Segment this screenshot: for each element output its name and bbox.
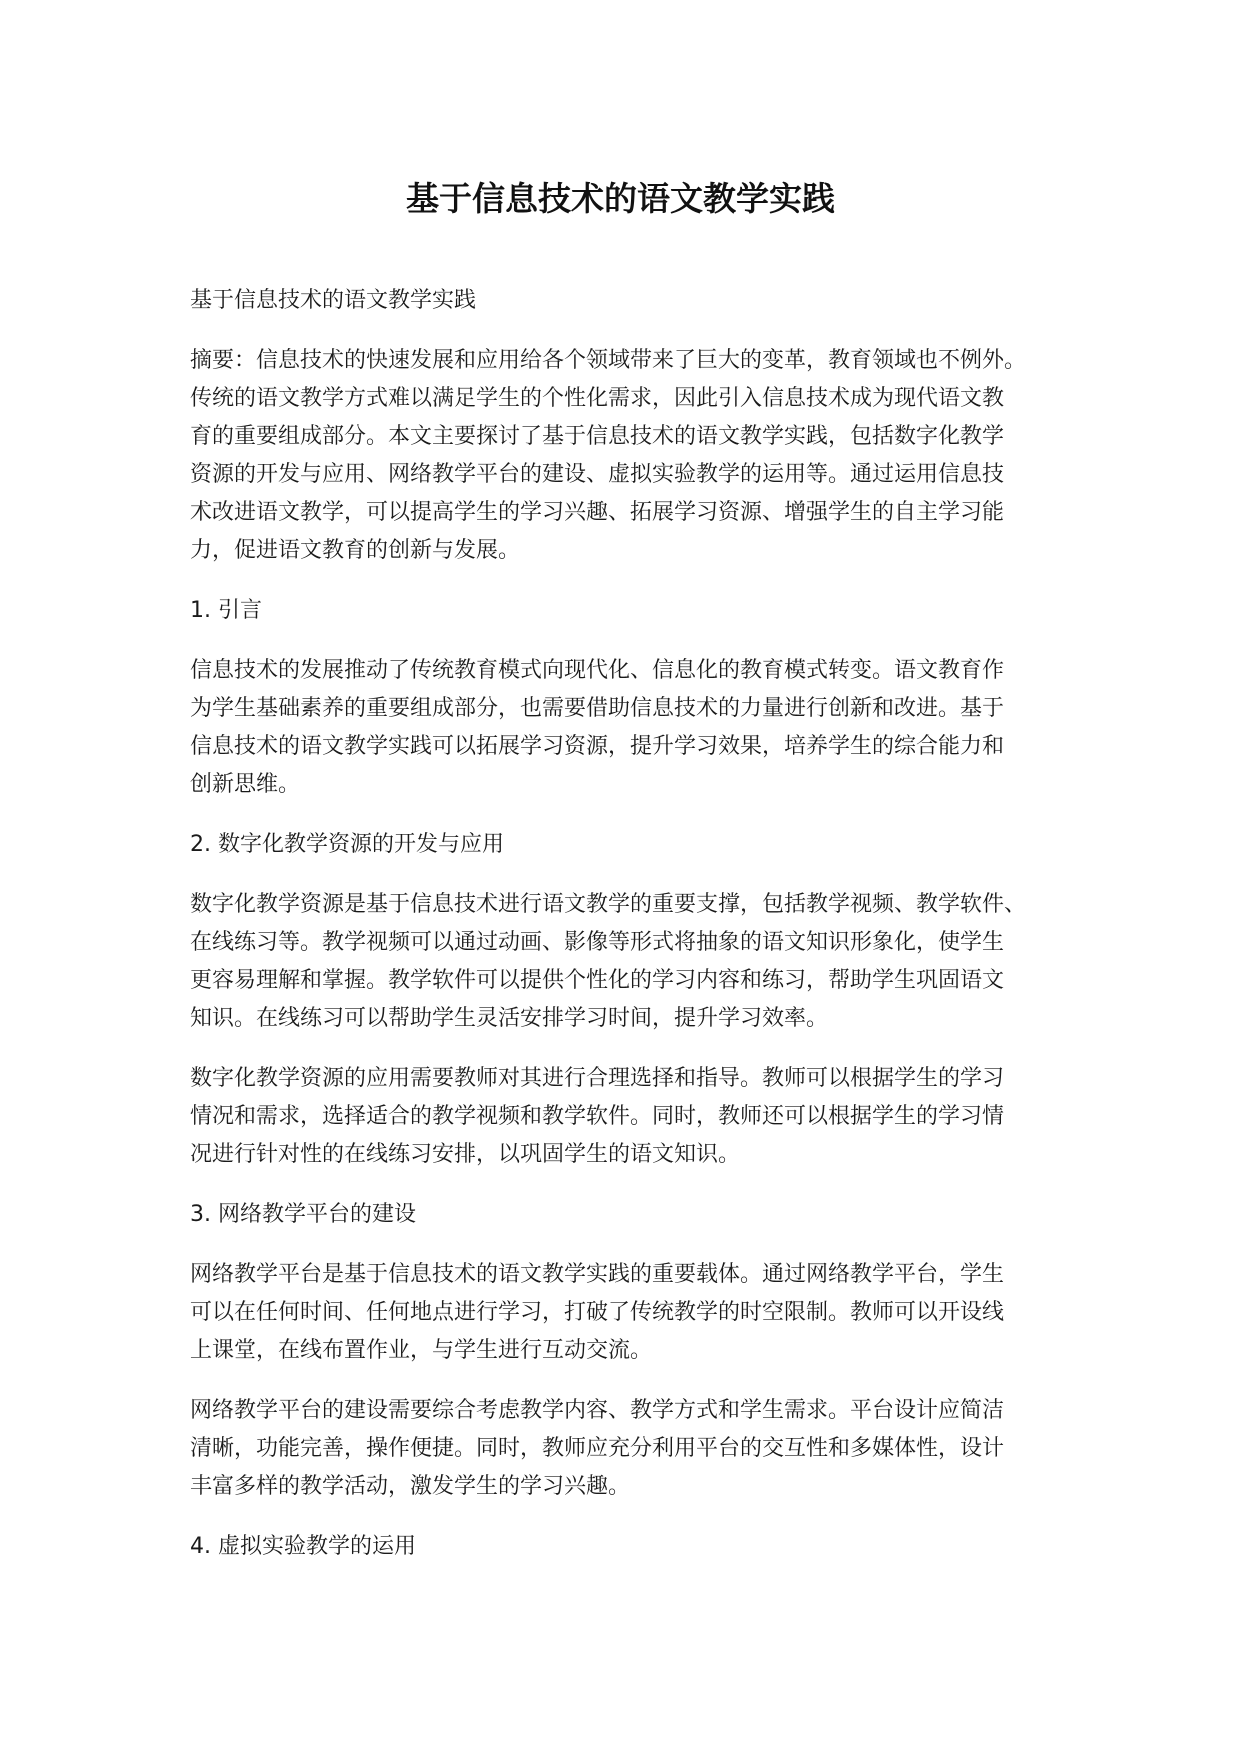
- text-line: 育的重要组成部分。本文主要探讨了基于信息技术的语文教学实践，包括数字化教学: [190, 424, 1005, 449]
- text-line: 知识。在线练习可以帮助学生灵活安排学习时间，提升学习效率。: [190, 1006, 829, 1031]
- text-line: 可以在任何时间、任何地点进行学习，打破了传统教学的时空限制。教师可以开设线: [190, 1300, 1005, 1325]
- heading-line: 4. 虚拟实验教学的运用: [190, 1534, 416, 1559]
- heading-line: 2. 数字化教学资源的开发与应用: [190, 832, 504, 857]
- text-line: 丰富多样的教学活动，激发学生的学习兴趣。: [190, 1474, 631, 1499]
- text-line: 况进行针对性的在线练习安排，以巩固学生的语文知识。: [190, 1142, 741, 1167]
- section-heading: [190, 592, 1070, 630]
- text-line: 清晰，功能完善，操作便捷。同时，教师应充分利用平台的交互性和多媒体性，设计: [190, 1436, 1005, 1461]
- body-paragraph: [190, 1392, 1070, 1506]
- subtitle-paragraph: [190, 282, 1070, 320]
- section-heading: [190, 826, 1070, 864]
- body-paragraph: [190, 886, 1070, 1038]
- document-title: 基于信息技术的语文教学实践: [406, 179, 835, 218]
- text-line: 摘要：信息技术的快速发展和应用给各个领域带来了巨大的变革，教育领域也不例外。: [190, 348, 1027, 373]
- text-line: 基于信息技术的语文教学实践: [190, 288, 477, 313]
- text-line: 力，促进语文教育的创新与发展。: [190, 538, 521, 563]
- text-line: 信息技术的语文教学实践可以拓展学习资源，提升学习效果，培养学生的综合能力和: [190, 734, 1005, 759]
- heading-line: 3. 网络教学平台的建设: [190, 1202, 416, 1227]
- section-heading: [190, 1196, 1070, 1234]
- text-line: 数字化教学资源是基于信息技术进行语文教学的重要支撑，包括教学视频、教学软件、: [190, 892, 1027, 917]
- abstract-paragraph: [190, 342, 1070, 570]
- text-line: 数字化教学资源的应用需要教师对其进行合理选择和指导。教师可以根据学生的学习: [190, 1066, 1005, 1091]
- text-line: 网络教学平台的建设需要综合考虑教学内容、教学方式和学生需求。平台设计应简洁: [190, 1398, 1005, 1423]
- text-line: 网络教学平台是基于信息技术的语文教学实践的重要载体。通过网络教学平台，学生: [190, 1262, 1005, 1287]
- text-line: 创新思维。: [190, 772, 301, 797]
- heading-line: 1. 引言: [190, 598, 262, 623]
- text-line: 在线练习等。教学视频可以通过动画、影像等形式将抽象的语文知识形象化，使学生: [190, 930, 1005, 955]
- body-paragraph: [190, 652, 1070, 804]
- text-line: 更容易理解和掌握。教学软件可以提供个性化的学习内容和练习，帮助学生巩固语文: [190, 968, 1005, 993]
- text-line: 信息技术的发展推动了传统教育模式向现代化、信息化的教育模式转变。语文教育作: [190, 658, 1005, 683]
- text-line: 术改进语文教学，可以提高学生的学习兴趣、拓展学习资源、增强学生的自主学习能: [190, 500, 1005, 525]
- document-body: [190, 282, 1070, 1588]
- text-line: 资源的开发与应用、网络教学平台的建设、虚拟实验教学的运用等。通过运用信息技: [190, 462, 1005, 487]
- text-line: 情况和需求，选择适合的教学视频和教学软件。同时，教师还可以根据学生的学习情: [190, 1104, 1005, 1129]
- text-line: 传统的语文教学方式难以满足学生的个性化需求，因此引入信息技术成为现代语文教: [190, 386, 1005, 411]
- section-heading: [190, 1528, 1070, 1566]
- text-line: 上课堂，在线布置作业，与学生进行互动交流。: [190, 1338, 653, 1363]
- body-paragraph: [190, 1256, 1070, 1370]
- text-line: 为学生基础素养的重要组成部分，也需要借助信息技术的力量进行创新和改进。基于: [190, 696, 1005, 721]
- body-paragraph: [190, 1060, 1070, 1174]
